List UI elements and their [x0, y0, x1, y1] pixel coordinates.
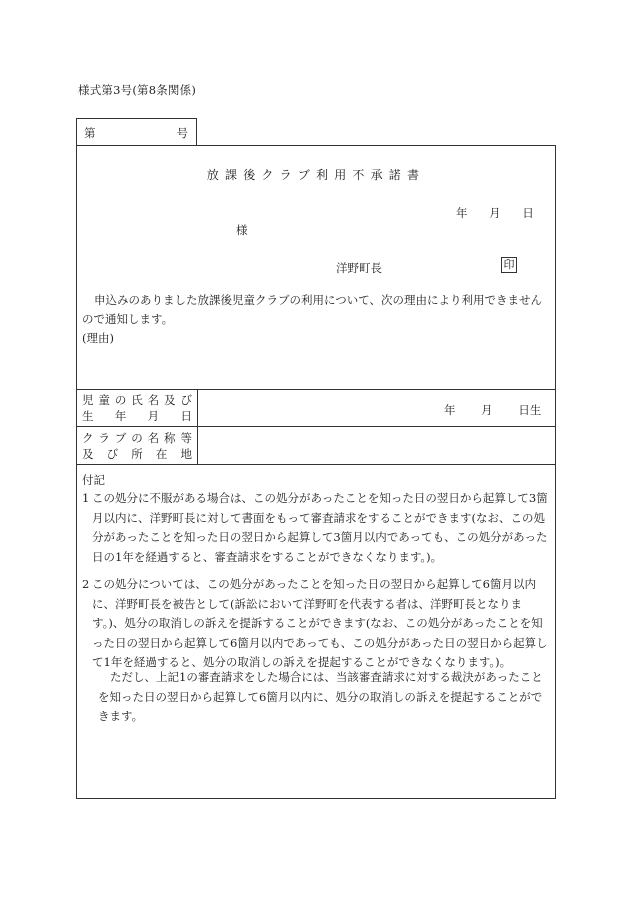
- child-label-char: 童: [98, 393, 110, 407]
- club-label-line2: [82, 446, 192, 462]
- child-label-char: 月: [147, 409, 160, 423]
- club-label-char: 及: [82, 447, 94, 461]
- notes-title: 付記: [82, 473, 105, 487]
- note-1-text: この処分に不服がある場合は、この処分があったことを知った日の翌日から起算して3箇月以内に、洋野町長に対して書面をもって審査請求をすることができます(なお、この処分があったことを知った日の翌日から起算して3箇月以内であっても、この処分があった日の1年を経過すると、審査請求をすることができなくなります。)。: [92, 491, 548, 564]
- club-label-line1: [82, 430, 192, 446]
- date-month: 月: [489, 206, 501, 220]
- reason-label: (理由): [82, 331, 114, 345]
- issuer-name: 洋野町長: [336, 261, 382, 275]
- club-label-char: 所: [131, 447, 143, 461]
- note-2-number: 2: [82, 577, 90, 591]
- child-label-char: の: [114, 393, 127, 407]
- birth-year: 年: [444, 403, 456, 417]
- club-label-char: 地: [180, 447, 192, 461]
- child-row-label: [82, 392, 192, 424]
- club-label-char: ク: [82, 431, 94, 445]
- note-3: [82, 668, 552, 727]
- number-prefix: 第: [84, 126, 96, 140]
- club-label-char: 名: [147, 431, 160, 445]
- document-number-box: [76, 118, 197, 145]
- label-column-divider: [197, 389, 198, 464]
- seal-mark: 印: [501, 257, 517, 273]
- divider-notes-top: [76, 464, 556, 465]
- child-label-line1: [82, 392, 192, 408]
- child-label-line2: [82, 408, 192, 424]
- child-label-char: 日: [180, 409, 192, 423]
- birth-day: 日生: [518, 403, 542, 417]
- form-number-label: 様式第3号(第8条関係): [78, 83, 197, 97]
- addressee: 様: [236, 223, 248, 237]
- club-label-char: び: [106, 447, 119, 461]
- club-row-label: [82, 430, 192, 462]
- club-label-char: ブ: [114, 431, 127, 445]
- date-day: 日: [522, 206, 534, 220]
- club-label-char: 等: [180, 431, 192, 445]
- birth-month: 月: [481, 403, 493, 417]
- note-3-text: ただし、上記1の審査請求をした場合には、当該審査請求に対する裁決があったことを知った日の翌日から起算して6箇月以内に、処分の取消しの訴えを提起することができます。: [98, 670, 543, 723]
- club-label-char: ラ: [98, 431, 110, 445]
- child-label-char: 児: [82, 393, 94, 407]
- club-label-char: 称: [164, 431, 176, 445]
- club-label-char: 在: [155, 447, 168, 461]
- child-label-char: 氏: [131, 393, 143, 407]
- child-label-char: び: [180, 393, 192, 407]
- note-2-text: この処分については、この処分があったことを知った日の翌日から起算して6箇月以内に、洋野町長を被告として(訴訟において洋野町を代表する者は、洋野町長となります。)、処分の取消しの訴えを提訴することができます(なお、この処分があったことを知った日の翌日から起算して6箇月以内であっても、この処分があった日の翌日から起算して1年を経過すると、処分の取消しの訴えを提起することができなくなります。)。: [92, 577, 548, 669]
- child-label-char: 名: [147, 393, 160, 407]
- number-suffix: 号: [176, 126, 188, 140]
- document-title: 放課後クラブ利用不承諾書: [206, 168, 426, 182]
- club-label-char: の: [131, 431, 143, 445]
- child-label-char: 生: [82, 409, 94, 423]
- note-1-number: 1: [82, 491, 90, 505]
- note-1: [82, 489, 552, 567]
- note-2: [82, 575, 552, 673]
- child-label-char: 年: [114, 409, 127, 423]
- divider-child-row-top: [76, 389, 556, 390]
- issue-date: [456, 205, 552, 221]
- child-label-char: 及: [164, 393, 176, 407]
- divider-club-row-top: [76, 426, 556, 427]
- date-year: 年: [456, 206, 468, 220]
- birth-date: [444, 402, 541, 418]
- notice-body: 申込みのありました放課後児童クラブの利用について、次の理由により利用できませんので通知します。: [82, 293, 543, 326]
